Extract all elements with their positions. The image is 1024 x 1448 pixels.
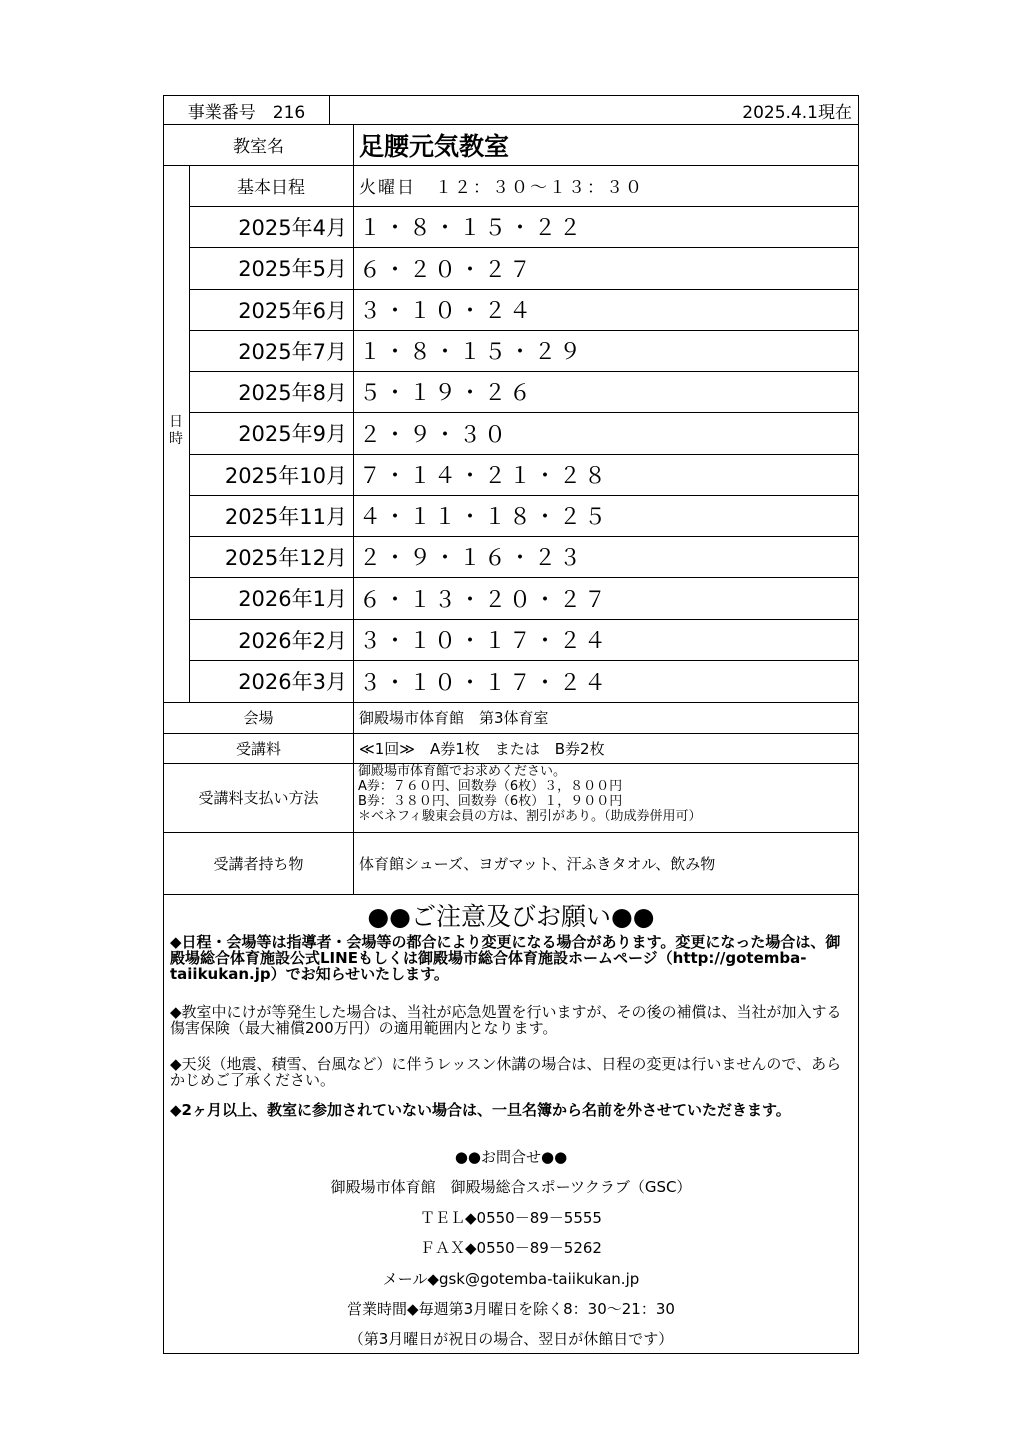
month-dates: ４・１１・１８・２５ <box>359 505 610 530</box>
month-dates: １・８・１５・２２ <box>359 216 585 241</box>
contact-fax: ＦＡＸ◆0550－89－5262 <box>420 1239 602 1257</box>
payment-label: 受講料支払い方法 <box>198 789 319 807</box>
month-dates: ３・１０・１７・２４ <box>359 629 610 654</box>
payment-details <box>358 764 701 824</box>
side-label-char-1: 日 <box>169 414 183 430</box>
payment-line: A券：７６０円、回数券（6枚）３，８００円 <box>358 779 623 794</box>
month-label: 2025年6月 <box>238 298 347 323</box>
venue-value: 御殿場市体育館 第3体育室 <box>359 709 549 727</box>
month-label: 2026年3月 <box>238 670 347 694</box>
class-name: 足腰元気教室 <box>359 131 510 161</box>
month-dates: ３・１０・１７・２４ <box>359 670 610 696</box>
contact-mail: メール◆gsk@gotemba-taiikukan.jp <box>382 1270 640 1288</box>
month-dates: ５・１９・２６ <box>359 381 535 406</box>
contact-title: ●●お問合せ●● <box>454 1148 568 1166</box>
notice-schedule-change: ◆日程・会場等は指導者・会場等の都合により変更になる場合があります。変更になった場合は、御殿場総合体育施設公式LINEもしくは御殿場市総合体育施設ホームページ（http://gotemba-taiikukan.jp）でお知らせいたします。 <box>170 933 841 983</box>
month-label: 2026年2月 <box>238 628 347 653</box>
notice-injury: ◆教室中にけが等発生した場合は、当社が応急処置を行いますが、その後の補償は、当社が加入する傷害保険（最大補償200万円）の適用範囲内となります。 <box>170 1003 842 1037</box>
items-label: 受講者持ち物 <box>213 854 304 873</box>
contact-org: 御殿場市体育館 御殿場総合スポーツクラブ（GSC） <box>330 1178 692 1196</box>
month-dates: ６・２０・２７ <box>359 257 535 283</box>
month-label: 2025年11月 <box>224 504 347 529</box>
month-dates: １・８・１５・２９ <box>359 340 585 365</box>
contact-hours: 営業時間◆毎週第3月曜日を除く8：30～21：30 <box>347 1300 675 1318</box>
venue-label: 会場 <box>243 709 274 727</box>
contact-note: （第3月曜日が祝日の場合、翌日が休館日です） <box>348 1330 674 1348</box>
schedule-side-label <box>164 414 188 448</box>
month-dates: ６・１３・２０・２７ <box>359 587 610 613</box>
month-label: 2025年5月 <box>238 257 347 281</box>
payment-line: ＊ベネフィ駿東会員の方は、割引があり。（助成券併用可） <box>358 809 702 824</box>
notice-title: ●●ご注意及びお願い●● <box>367 902 655 931</box>
month-dates: ２・９・１６・２３ <box>359 546 585 571</box>
month-dates: ７・１４・２１・２８ <box>359 464 610 489</box>
class-info-sheet <box>163 95 859 1354</box>
month-label: 2025年8月 <box>238 380 347 405</box>
side-label-char-2: 時 <box>169 431 183 447</box>
items-value: 体育館シューズ、ヨガマット、汗ふきタオル、飲み物 <box>359 854 716 873</box>
month-label: 2026年1月 <box>238 587 347 611</box>
fee-value: ≪1回≫ A券1枚 または B券2枚 <box>359 739 605 758</box>
month-dates: ３・１０・２４ <box>359 299 535 324</box>
basic-schedule-label: 基本日程 <box>237 178 305 198</box>
notice-disaster: ◆天災（地震、積雪、台風など）に伴うレッスン休講の場合は、日程の変更は行いませんので、あらかじめご了承ください。 <box>170 1055 842 1089</box>
basic-schedule-value: 火曜日 １２：３０～１３：３０ <box>359 178 644 198</box>
month-label: 2025年9月 <box>238 422 347 446</box>
contact-tel: ＴＥＬ◆0550－89－5555 <box>420 1209 602 1227</box>
program-number: 事業番号 216 <box>187 102 306 123</box>
month-label: 2025年4月 <box>238 215 347 240</box>
payment-line: B券：３８０円、回数券（6枚）１，９００円 <box>358 794 623 809</box>
class-name-label: 教室名 <box>233 137 284 157</box>
month-label: 2025年12月 <box>224 545 347 570</box>
as-of-date: 2025.4.1現在 <box>742 102 852 123</box>
month-dates: ２・９・３０ <box>359 422 510 448</box>
fee-label: 受講料 <box>235 739 281 758</box>
month-label: 2025年10月 <box>224 463 347 488</box>
payment-line: 御殿場市体育館でお求めください。 <box>358 764 567 779</box>
month-label: 2025年7月 <box>238 339 347 364</box>
notice-absence: ◆2ヶ月以上、教室に参加されていない場合は、一旦名簿から名前を外させていただきます。 <box>170 1101 791 1119</box>
